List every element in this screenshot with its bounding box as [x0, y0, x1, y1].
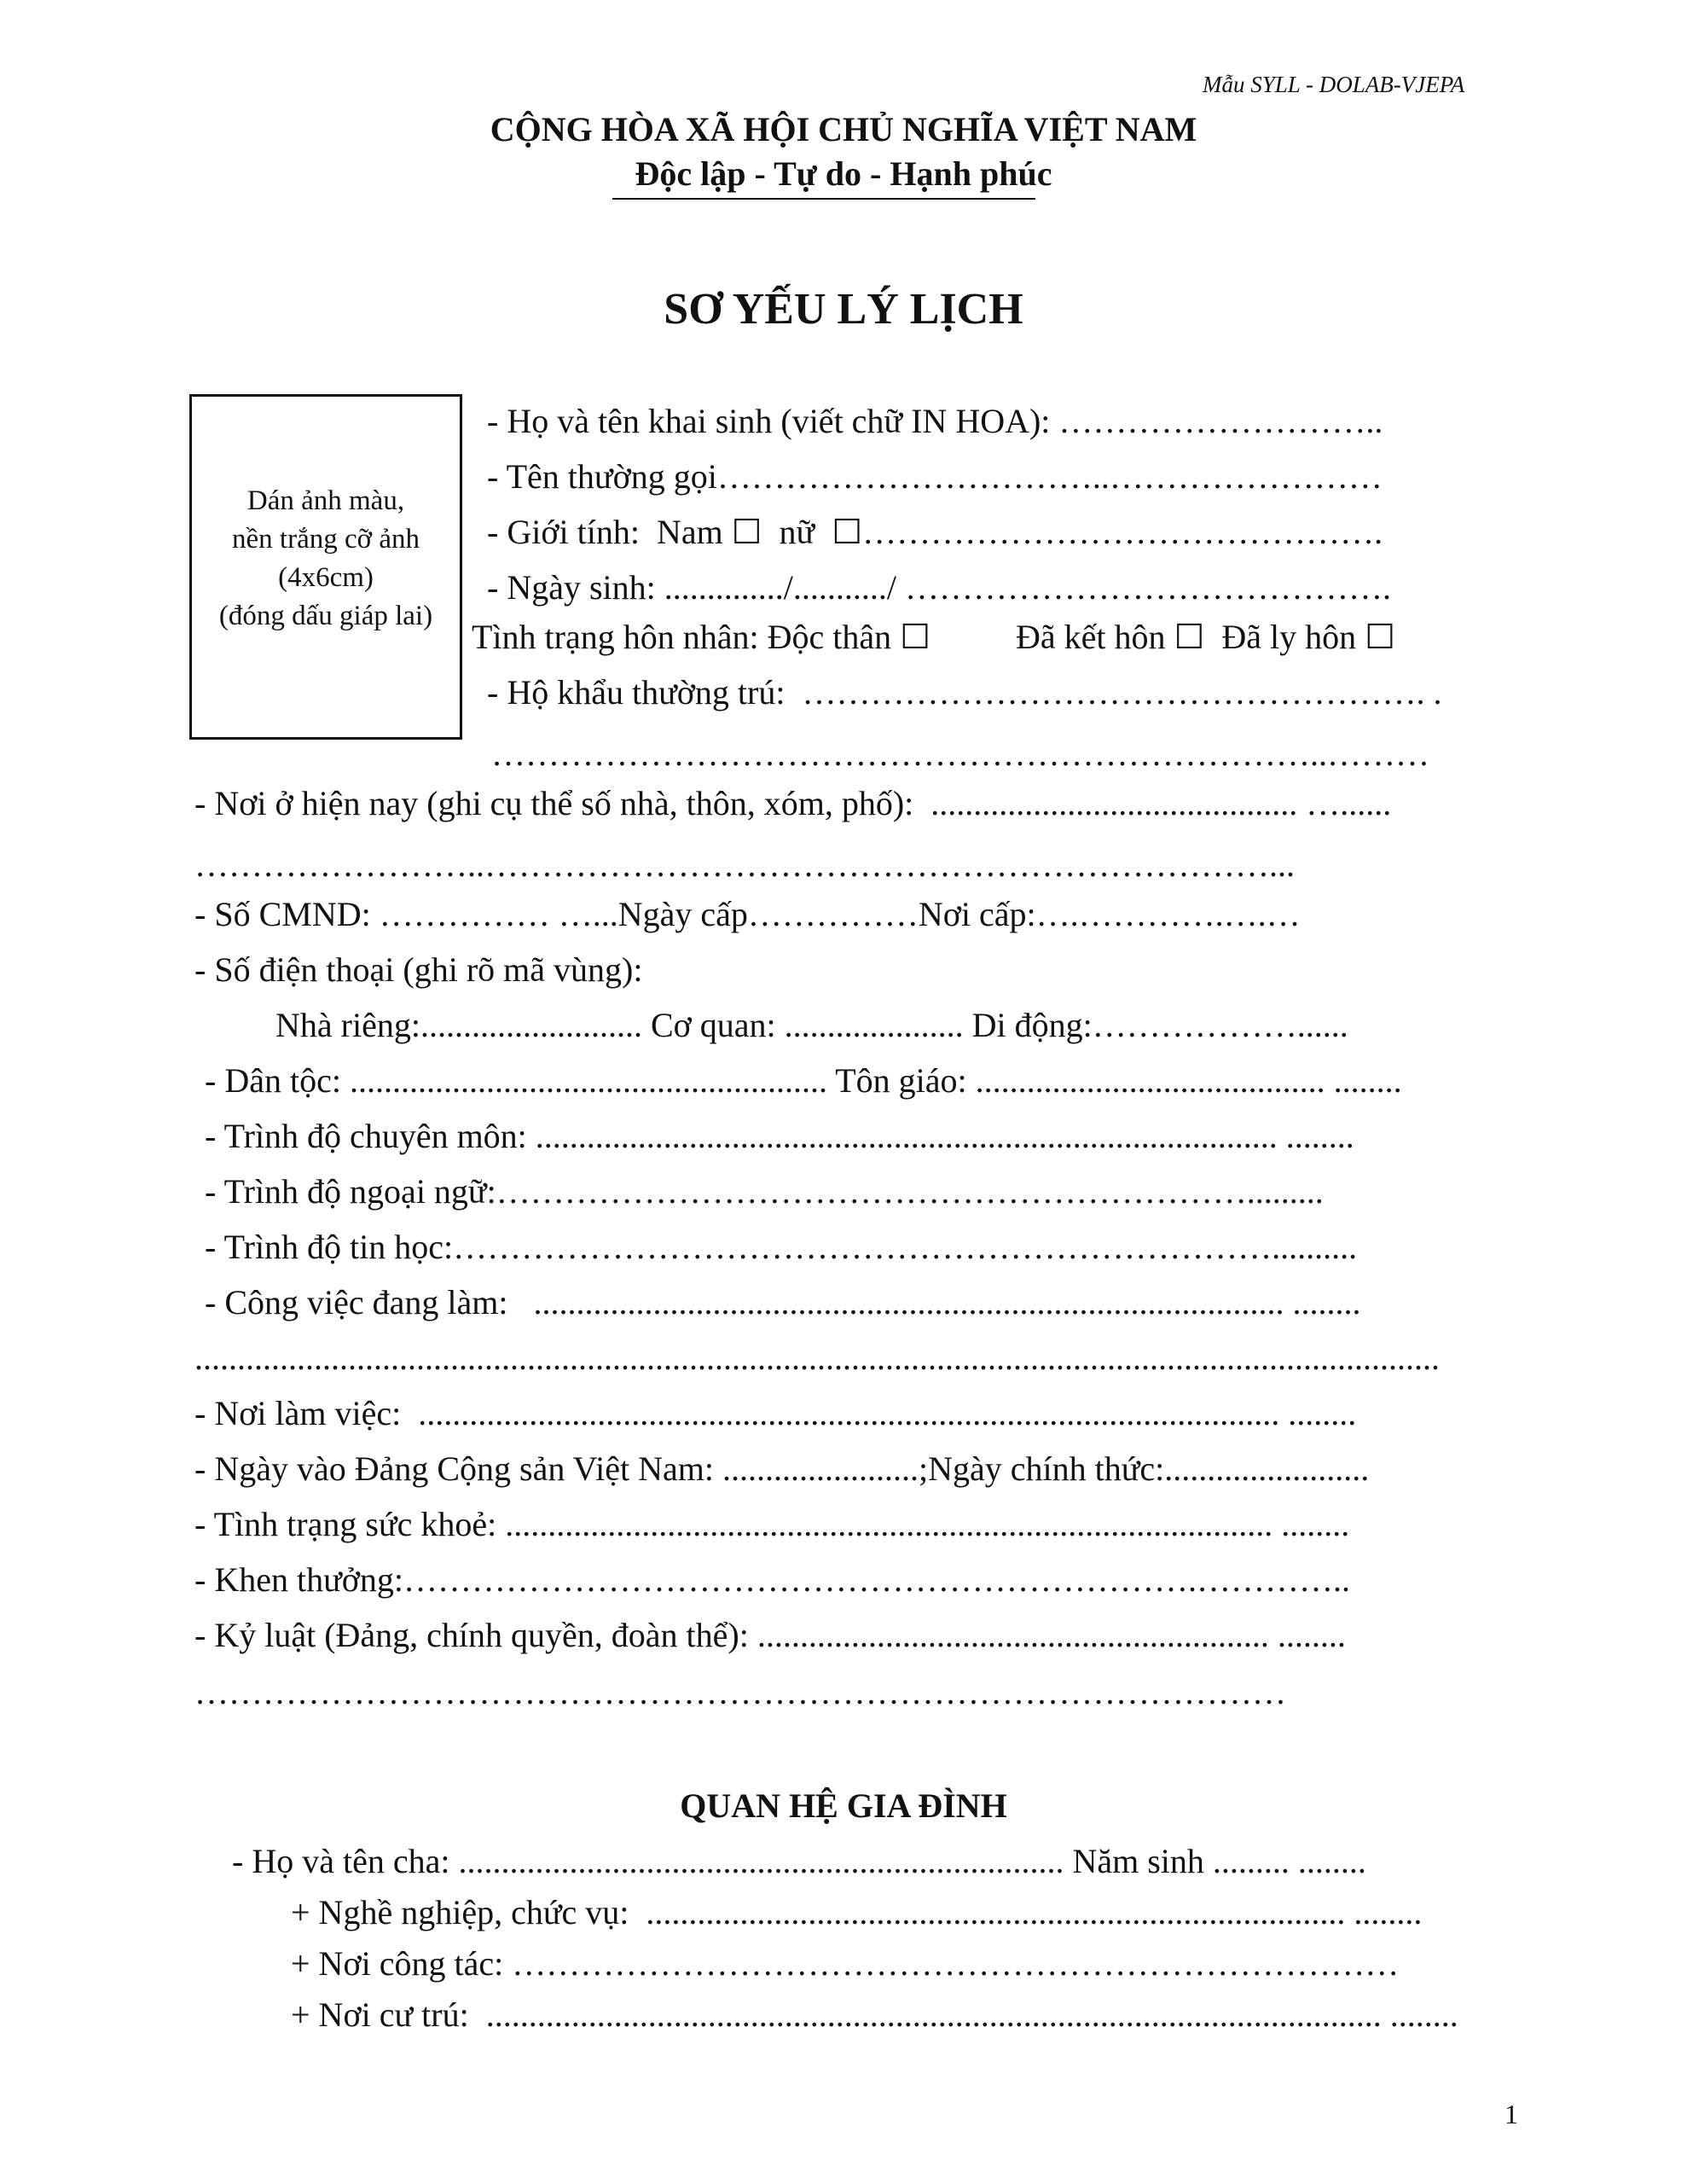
national-header: CỘNG HÒA XÃ HỘI CHỦ NGHĨA VIỆT NAM [490, 110, 1197, 148]
photo-placeholder-box [189, 394, 462, 740]
field-household-continued[interactable]: ………………………………………………………………..……… [491, 735, 1429, 773]
field-id-card[interactable]: - Số CMND: …………… …...Ngày cấp……………Nơi cấp:….………….….… [194, 895, 1301, 933]
field-expertise[interactable]: - Trình độ chuyên môn: ....................................................................................... ........ [205, 1117, 1354, 1155]
field-current-job[interactable]: - Công việc đang làm: ........................................................................................ ........ [205, 1283, 1361, 1321]
field-father-residence[interactable]: + Nơi cư trú: ......................................................................................................... ........ [291, 1995, 1458, 2034]
field-foreign-language[interactable]: - Trình độ ngoại ngữ:…………………………………………………………......... [205, 1172, 1324, 1211]
field-father-name[interactable]: - Họ và tên cha: ....................................................................... Năm sinh ......... ........ [232, 1842, 1366, 1880]
photo-instruction-line-3: (4x6cm) [278, 562, 374, 593]
photo-instruction-line-1: Dán ảnh màu, [246, 485, 405, 516]
field-rewards[interactable]: - Khen thưởng:…………………………………………………………….………….. [194, 1560, 1351, 1599]
photo-instruction-line-2: nền trắng cỡ ảnh [232, 524, 420, 555]
field-gender[interactable]: - Giới tính: Nam ☐ nữ ☐………………………………………. [487, 513, 1383, 551]
national-motto: Độc lập - Tự do - Hạnh phúc [635, 154, 1052, 193]
field-current-address-continued[interactable]: ……………………..……………………………………………………………... [194, 845, 1295, 884]
field-current-address[interactable]: - Nơi ở hiện nay (ghi cụ thể số nhà, thôn, xóm, phố): ........................................... …...... [194, 784, 1392, 822]
family-section-title: QUAN HỆ GIA ĐÌNH [680, 1786, 1007, 1825]
field-ethnicity-religion[interactable]: - Dân tộc: ........................................................ Tôn giáo: ......................................... ........ [205, 1061, 1402, 1100]
field-household[interactable]: - Hộ khẩu thường trú: ………………………………………………. . [487, 673, 1442, 712]
field-it-level[interactable]: - Trình độ tin học:……………………………………………………………….......... [205, 1228, 1358, 1266]
form-code: Mẫu SYLL - DOLAB-VJEPA [1203, 72, 1465, 97]
field-phone-label: - Số điện thoại (ghi rõ mã vùng): [194, 950, 643, 989]
field-health[interactable]: - Tình trạng sức khoẻ: .......................................................................................... ........ [194, 1505, 1350, 1543]
field-birth-date[interactable]: - Ngày sinh: ............../.........../ ……………………………………. [487, 568, 1391, 607]
field-common-name[interactable]: - Tên thường gọi……………………………..…………………… [487, 457, 1383, 496]
motto-underline [612, 198, 1035, 200]
page-number: 1 [1504, 2099, 1518, 2129]
field-discipline-continued[interactable]: …………………………………………………………………………………… [194, 1673, 1286, 1711]
field-current-job-continued[interactable]: .................................................................................................................................................. [194, 1339, 1440, 1377]
photo-instruction-line-4: (đóng dấu giáp lai) [218, 601, 433, 631]
field-party-membership[interactable]: - Ngày vào Đảng Cộng sản Việt Nam: .......................;Ngày chính thức:........................ [194, 1449, 1370, 1488]
field-full-name[interactable]: - Họ và tên khai sinh (viết chữ IN HOA): ……………………….. [487, 402, 1383, 440]
field-father-workplace[interactable]: + Nơi công tác: …………………………………………………………………… [291, 1944, 1400, 1983]
field-workplace[interactable]: - Nơi làm việc: ..................................................................................................... ........ [194, 1394, 1357, 1432]
field-marital-status[interactable]: Tình trạng hôn nhân: Độc thân ☐ Đã kết hôn ☐ Đã ly hôn ☐ [472, 618, 1395, 656]
field-father-occupation[interactable]: + Nghề nghiệp, chức vụ: .................................................................................. ........ [291, 1893, 1423, 1931]
document-title: SƠ YẾU LÝ LỊCH [664, 285, 1023, 334]
field-phone-detail[interactable]: Nhà riêng:.......................... Cơ quan: ..................... Di động:………………...... [275, 1006, 1348, 1044]
field-discipline[interactable]: - Kỷ luật (Đảng, chính quyền, đoàn thể): ............................................................ ........ [194, 1616, 1346, 1654]
